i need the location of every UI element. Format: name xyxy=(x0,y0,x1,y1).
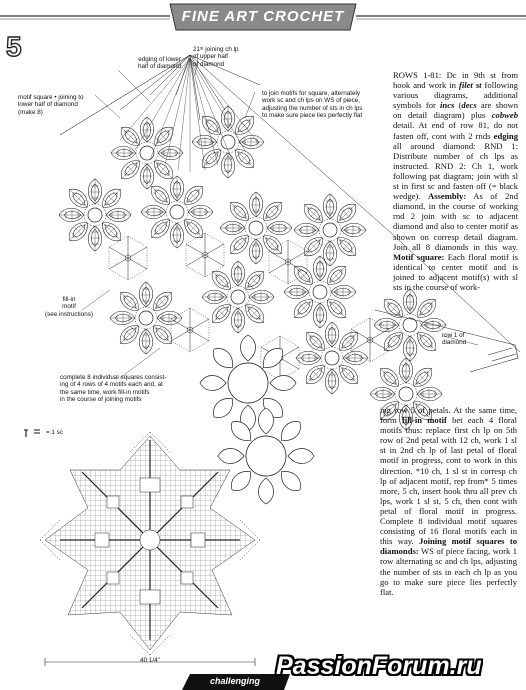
instr-edging: edging xyxy=(493,130,518,141)
dimension-label: 40 1/4" xyxy=(140,657,160,664)
label-motif-square: motif square • joining to lower half of diamond (make 8) xyxy=(18,94,84,116)
instr2-joining: Joining motif squares to diamonds: xyxy=(380,536,517,557)
instructions-column xyxy=(393,70,518,312)
instr-decs-open: ( xyxy=(454,100,462,111)
instr-motif-square-text: Each floral motif is identical to center motif and is joined to adjacent motif(s) with sl sts in the course of work- xyxy=(393,251,518,292)
legend-text: = 1 sc xyxy=(46,429,63,436)
label-edging: edging of lower half of diamond xyxy=(137,56,181,71)
sc-symbol xyxy=(24,430,40,437)
label-join-motifs: to join motifs for square, alternately work sc and ch lps on WS of piece, adjusting the number of sts in ch lps to make sure piece lies perfectly flat xyxy=(262,90,363,119)
instr2-fill-in: fill-in motif xyxy=(401,415,447,426)
footer-banner-label: challenging xyxy=(209,676,260,686)
instr-incs: incs xyxy=(440,100,455,111)
instr-rows: ROWS 1-81: Dc in 9th st from hook and work in xyxy=(393,70,518,91)
instr-after-decs: are shown on detail diagram) plus xyxy=(393,100,518,121)
instructions-column-2 xyxy=(380,405,517,687)
watermark: PassionForum.ru xyxy=(276,652,482,680)
instr-cobweb: cobweb xyxy=(491,110,518,121)
instr2-p3: WS of piece facing, work 1 row alternating sc and ch lps, adjusting the number of sts in each ch lp as you go to make sure piece lies perfectly flat. xyxy=(380,546,517,597)
octagon-mat xyxy=(40,432,260,655)
label-fill-in: fill-in motif (see instructions) xyxy=(45,296,93,318)
page-title: FINE ART CROCHET xyxy=(181,8,345,25)
instr2-p2: bet each 4 floral motifs thus: replace first ch lp on 5th row of 2nd petal with 12 ch, work 1 sl st in 2nd ch lp of last petal of floral motif in progress, cont to work in this direction. *10 ch, 1 sl st in corresp ch lp of adjacent motif, rep from* 5 times more, 5 ch, insert hook thru all prev ch lps, work 1 sl st, 5 ch, then cont with petal of floral motif in progress. Complete 8 individual motif squares consisting of 16 floral motifs each in this way. xyxy=(380,415,517,547)
page-number: 5 xyxy=(6,31,22,62)
label-complete-8: complete 8 individual squares consist- ing of 4 rows of 4 motifs each and, at the same time, work fill-in motifs in the course of joining motifs xyxy=(60,374,167,403)
instr-assembly: Assembly: xyxy=(428,191,467,202)
instr-decs: decs xyxy=(461,100,477,111)
instr-edging-text: all around diamond: RND 1: Distribute number of ch lps as instructed. RND 2: Ch 1, work following pat diagram; join with sl st in first sc and fasten off (= black wedge). xyxy=(393,140,518,202)
label-row1-diamond: row 1 of diamond xyxy=(442,332,467,347)
label-joining-ch: 21ˢᵗ joining ch lp of upper half of diamond xyxy=(193,46,239,68)
instr-after-filet: following various diagrams, additional symbols for xyxy=(393,80,518,111)
instr-motif-square-head: Motif square: xyxy=(393,251,445,262)
instr-assembly-text: As of 2nd diamond, in the course of working rnd 2 join with sc to adjacent diamond and also to center motif as shown on corresp detail diagram. Join all 8 diamonds in this way. xyxy=(393,191,518,252)
instr-filet: filet st xyxy=(458,80,482,91)
instr-after-cobweb: detail. At end of row 81, do not fasten off, cont with 2 rnds xyxy=(393,120,518,141)
instr2-p1: ing row 5 of petals. At the same time, form xyxy=(380,405,517,426)
